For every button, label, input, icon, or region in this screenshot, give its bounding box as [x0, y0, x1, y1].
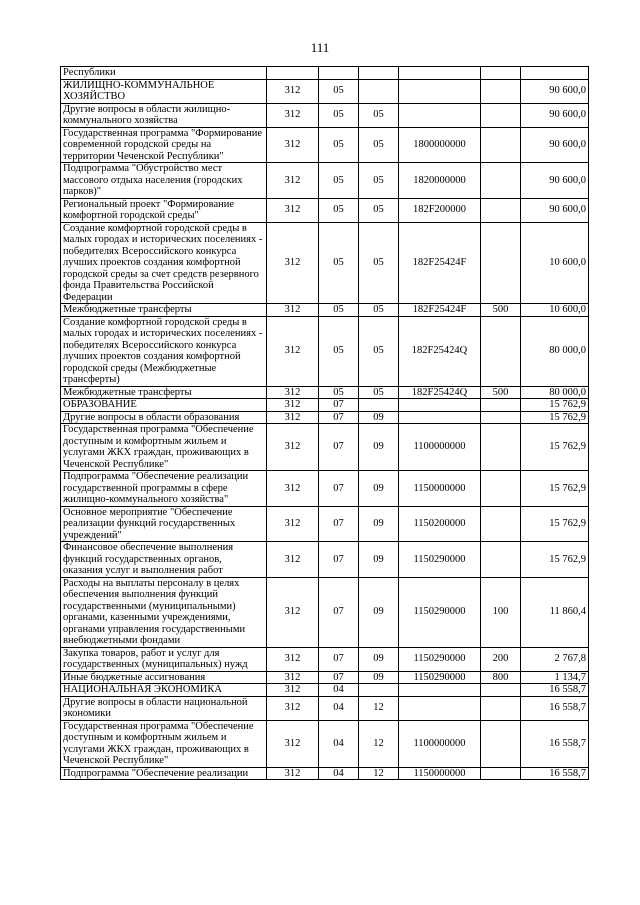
row-rz-cell: 05 [319, 127, 359, 163]
row-pr-cell: 05 [359, 163, 399, 199]
row-rz-cell: 05 [319, 304, 359, 317]
row-sum-cell: 1 134,7 [521, 671, 589, 684]
row-vr-cell: 100 [481, 577, 521, 647]
row-vr-cell [481, 424, 521, 471]
row-csr-cell [399, 399, 481, 412]
row-rz-cell: 04 [319, 767, 359, 780]
row-pr-cell: 09 [359, 577, 399, 647]
row-vr-cell [481, 103, 521, 127]
row-rz-cell: 07 [319, 411, 359, 424]
row-ved-cell [267, 67, 319, 80]
row-pr-cell: 05 [359, 127, 399, 163]
row-name-cell: Создание комфортной городской среды в малых городах и исторических поселениях - победителях Всероссийского конкурса лучших проектов создания комфортной городской среды за счет средств резервного фонда Правительства Российской Федерации [61, 222, 267, 304]
row-name-cell: Закупка товаров, работ и услуг для государственных (муниципальных) нужд [61, 647, 267, 671]
row-rz-cell: 05 [319, 316, 359, 386]
row-vr-cell [481, 222, 521, 304]
page-number: 111 [310, 40, 330, 55]
row-rz-cell: 05 [319, 103, 359, 127]
row-ved-cell: 312 [267, 316, 319, 386]
row-sum-cell: 11 860,4 [521, 577, 589, 647]
row-pr-cell: 12 [359, 767, 399, 780]
row-sum-cell: 16 558,7 [521, 720, 589, 767]
budget-table [60, 66, 589, 780]
row-ved-cell: 312 [267, 684, 319, 697]
row-sum-cell [521, 67, 589, 80]
row-rz-cell: 07 [319, 424, 359, 471]
row-name-cell: Межбюджетные трансферты [61, 386, 267, 399]
row-sum-cell: 80 000,0 [521, 386, 589, 399]
row-rz-cell: 07 [319, 577, 359, 647]
row-name-cell: Другие вопросы в области образования [61, 411, 267, 424]
row-pr-cell: 05 [359, 316, 399, 386]
row-vr-cell [481, 696, 521, 720]
row-pr-cell: 05 [359, 386, 399, 399]
row-ved-cell: 312 [267, 542, 319, 578]
row-rz-cell: 07 [319, 506, 359, 542]
row-sum-cell: 80 000,0 [521, 316, 589, 386]
row-sum-cell: 16 558,7 [521, 767, 589, 780]
row-sum-cell: 16 558,7 [521, 684, 589, 697]
row-pr-cell: 12 [359, 696, 399, 720]
row-csr-cell: 1150290000 [399, 542, 481, 578]
row-csr-cell: 1150290000 [399, 671, 481, 684]
row-csr-cell: 182F25424Q [399, 386, 481, 399]
row-vr-cell: 200 [481, 647, 521, 671]
row-rz-cell: 04 [319, 684, 359, 697]
row-ved-cell: 312 [267, 577, 319, 647]
row-csr-cell [399, 684, 481, 697]
row-name-cell: Региональный проект "Формирование комфортной городской среды" [61, 198, 267, 222]
row-name-cell: Основное мероприятие "Обеспечение реализации функций государственных учреждений" [61, 506, 267, 542]
row-pr-cell: 09 [359, 471, 399, 507]
row-csr-cell: 1820000000 [399, 163, 481, 199]
table-row [61, 67, 589, 80]
row-ved-cell: 312 [267, 647, 319, 671]
row-pr-cell [359, 67, 399, 80]
table-row [61, 720, 589, 767]
row-csr-cell: 1150000000 [399, 767, 481, 780]
row-sum-cell: 90 600,0 [521, 198, 589, 222]
table-row [61, 671, 589, 684]
row-sum-cell: 10 600,0 [521, 304, 589, 317]
table-row [61, 79, 589, 103]
row-ved-cell: 312 [267, 411, 319, 424]
row-sum-cell: 15 762,9 [521, 399, 589, 412]
row-csr-cell: 1150290000 [399, 577, 481, 647]
row-rz-cell: 07 [319, 471, 359, 507]
row-sum-cell: 90 600,0 [521, 163, 589, 199]
row-csr-cell: 182F25424F [399, 222, 481, 304]
row-pr-cell: 12 [359, 720, 399, 767]
row-vr-cell [481, 506, 521, 542]
row-csr-cell: 182F25424Q [399, 316, 481, 386]
row-sum-cell: 15 762,9 [521, 471, 589, 507]
row-ved-cell: 312 [267, 506, 319, 542]
row-pr-cell [359, 399, 399, 412]
table-row [61, 222, 589, 304]
row-name-cell: Подпрограмма "Обеспечение реализации государственной программы в сфере жилищно-коммунального хозяйства" [61, 471, 267, 507]
row-vr-cell [481, 684, 521, 697]
row-ved-cell: 312 [267, 222, 319, 304]
row-name-cell: Подпрограмма "Обеспечение реализации [61, 767, 267, 780]
table-row [61, 696, 589, 720]
row-name-cell: Другие вопросы в области национальной экономики [61, 696, 267, 720]
row-name-cell: НАЦИОНАЛЬНАЯ ЭКОНОМИКА [61, 684, 267, 697]
row-csr-cell: 1150200000 [399, 506, 481, 542]
row-csr-cell [399, 67, 481, 80]
table-row [61, 103, 589, 127]
row-sum-cell: 15 762,9 [521, 506, 589, 542]
table-row [61, 424, 589, 471]
table-row [61, 163, 589, 199]
row-pr-cell: 09 [359, 647, 399, 671]
row-rz-cell: 05 [319, 163, 359, 199]
row-name-cell: Республики [61, 67, 267, 80]
row-rz-cell: 05 [319, 222, 359, 304]
row-pr-cell: 09 [359, 424, 399, 471]
row-pr-cell: 05 [359, 198, 399, 222]
row-ved-cell: 312 [267, 767, 319, 780]
row-vr-cell [481, 411, 521, 424]
row-sum-cell: 16 558,7 [521, 696, 589, 720]
row-vr-cell [481, 767, 521, 780]
row-csr-cell: 1150290000 [399, 647, 481, 671]
row-ved-cell: 312 [267, 163, 319, 199]
row-sum-cell: 90 600,0 [521, 127, 589, 163]
row-ved-cell: 312 [267, 386, 319, 399]
row-pr-cell: 09 [359, 671, 399, 684]
row-pr-cell: 05 [359, 304, 399, 317]
row-name-cell: Государственная программа "Формирование современной городской среды на территории Чеченской Республики" [61, 127, 267, 163]
row-csr-cell: 182F200000 [399, 198, 481, 222]
row-ved-cell: 312 [267, 103, 319, 127]
row-vr-cell [481, 542, 521, 578]
table-row [61, 542, 589, 578]
row-rz-cell: 07 [319, 647, 359, 671]
row-name-cell: ЖИЛИЩНО-КОММУНАЛЬНОЕ ХОЗЯЙСТВО [61, 79, 267, 103]
row-name-cell: Государственная программа "Обеспечение доступным и комфортным жильем и услугами ЖКХ граждан, проживающих в Чеченской Республике" [61, 720, 267, 767]
table-row [61, 127, 589, 163]
row-pr-cell: 09 [359, 542, 399, 578]
row-sum-cell: 15 762,9 [521, 411, 589, 424]
row-name-cell: ОБРАЗОВАНИЕ [61, 399, 267, 412]
table-row [61, 304, 589, 317]
row-name-cell: Создание комфортной городской среды в малых городах и исторических поселениях - победителях Всероссийского конкурса лучших проектов создания комфортной городской среды (Межбюджетные трансферты) [61, 316, 267, 386]
table-row [61, 411, 589, 424]
row-vr-cell [481, 163, 521, 199]
row-vr-cell [481, 67, 521, 80]
table-row [61, 198, 589, 222]
row-rz-cell [319, 67, 359, 80]
row-ved-cell: 312 [267, 198, 319, 222]
table-row [61, 647, 589, 671]
row-name-cell: Межбюджетные трансферты [61, 304, 267, 317]
row-rz-cell: 05 [319, 386, 359, 399]
row-rz-cell: 04 [319, 696, 359, 720]
row-rz-cell: 05 [319, 198, 359, 222]
row-vr-cell [481, 471, 521, 507]
row-ved-cell: 312 [267, 424, 319, 471]
row-sum-cell: 15 762,9 [521, 542, 589, 578]
row-csr-cell [399, 696, 481, 720]
row-pr-cell: 05 [359, 222, 399, 304]
table-row [61, 684, 589, 697]
row-rz-cell: 05 [319, 79, 359, 103]
table-row [61, 767, 589, 780]
row-vr-cell [481, 720, 521, 767]
row-vr-cell: 500 [481, 386, 521, 399]
row-sum-cell: 90 600,0 [521, 79, 589, 103]
row-ved-cell: 312 [267, 671, 319, 684]
row-csr-cell [399, 411, 481, 424]
row-csr-cell: 1150000000 [399, 471, 481, 507]
row-rz-cell: 07 [319, 542, 359, 578]
row-ved-cell: 312 [267, 399, 319, 412]
row-pr-cell: 09 [359, 411, 399, 424]
row-csr-cell [399, 103, 481, 127]
row-vr-cell: 800 [481, 671, 521, 684]
row-name-cell: Другие вопросы в области жилищно-коммунального хозяйства [61, 103, 267, 127]
row-name-cell: Иные бюджетные ассигнования [61, 671, 267, 684]
row-sum-cell: 10 600,0 [521, 222, 589, 304]
row-vr-cell [481, 316, 521, 386]
row-sum-cell: 15 762,9 [521, 424, 589, 471]
row-csr-cell: 182F25424F [399, 304, 481, 317]
row-sum-cell: 2 767,8 [521, 647, 589, 671]
row-vr-cell [481, 79, 521, 103]
row-name-cell: Расходы на выплаты персоналу в целях обеспечения выполнения функций государственными (муниципальными) органами, казенными учреждениями, органами управления государственными внебюджетными фондами [61, 577, 267, 647]
row-name-cell: Финансовое обеспечение выполнения функций государственных органов, оказания услуг и выполнения работ [61, 542, 267, 578]
row-ved-cell: 312 [267, 79, 319, 103]
table-row [61, 386, 589, 399]
row-pr-cell [359, 684, 399, 697]
row-sum-cell: 90 600,0 [521, 103, 589, 127]
row-ved-cell: 312 [267, 471, 319, 507]
row-pr-cell [359, 79, 399, 103]
table-row [61, 399, 589, 412]
row-vr-cell [481, 198, 521, 222]
row-rz-cell: 07 [319, 399, 359, 412]
row-csr-cell: 1100000000 [399, 720, 481, 767]
row-csr-cell: 1800000000 [399, 127, 481, 163]
row-csr-cell: 1100000000 [399, 424, 481, 471]
row-rz-cell: 04 [319, 720, 359, 767]
row-vr-cell: 500 [481, 304, 521, 317]
row-name-cell: Государственная программа "Обеспечение доступным и комфортным жильем и услугами ЖКХ граждан, проживающих в Чеченской Республике" [61, 424, 267, 471]
row-pr-cell: 05 [359, 103, 399, 127]
row-ved-cell: 312 [267, 696, 319, 720]
row-ved-cell: 312 [267, 304, 319, 317]
row-csr-cell [399, 79, 481, 103]
row-pr-cell: 09 [359, 506, 399, 542]
table-row [61, 577, 589, 647]
row-vr-cell [481, 127, 521, 163]
table-row [61, 506, 589, 542]
row-vr-cell [481, 399, 521, 412]
row-name-cell: Подпрограмма "Обустройство мест массового отдыха населения (городских парков)" [61, 163, 267, 199]
table-row [61, 471, 589, 507]
row-rz-cell: 07 [319, 671, 359, 684]
row-ved-cell: 312 [267, 720, 319, 767]
table-row [61, 316, 589, 386]
row-ved-cell: 312 [267, 127, 319, 163]
